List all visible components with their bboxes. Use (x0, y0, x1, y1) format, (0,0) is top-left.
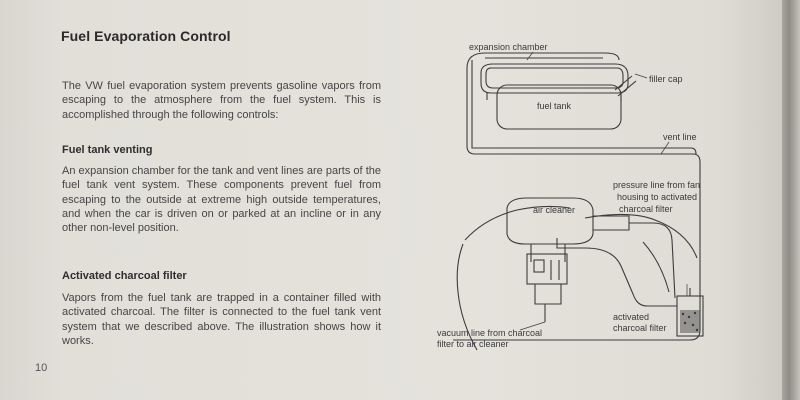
intro-paragraph: The VW fuel evaporation system prevents gasoline vapors from escaping to the atmosphere from the fuel system. This is accomplished through the following controls: (62, 80, 381, 121)
label-filler-cap: filler cap (649, 74, 683, 84)
section-heading-charcoal-filter: Activated charcoal filter (62, 270, 187, 282)
label-pressure-line-2: housing to activated (617, 192, 698, 202)
label-expansion-chamber: expansion chamber (469, 42, 548, 52)
charcoal-fill (680, 310, 700, 333)
section-body-charcoal-filter: Vapors from the fuel tank are trapped in a container filled with activated charcoal. The filter is connected to the fuel tank vent system that we described above. The illustration shows how it works. (62, 292, 381, 347)
section-body-fuel-tank-venting: An expansion chamber for the tank and vent lines are parts of the fuel tank vent system. These components prevent fuel from escaping to the outside at extreme high outside temperatures, and when the car is driven on or parked at an incline or in any other non-level position. (62, 165, 381, 235)
label-activated: activated (613, 312, 650, 322)
label-vacuum-line-1: vacuum line from charcoal (437, 328, 543, 338)
vacuum-line (557, 238, 677, 306)
book-page-edge (782, 0, 800, 400)
float-bowl (534, 260, 544, 272)
intake-manifold (535, 284, 561, 304)
fan-housing-arc-2 (643, 242, 669, 292)
label-vacuum-line-2: filter to air cleaner (437, 339, 509, 349)
leader-filler-cap (635, 74, 647, 78)
label-activated-charcoal-filter: charcoal filter (613, 323, 667, 333)
fan-housing-arc (585, 214, 697, 258)
label-pressure-line-3: charcoal filter (619, 204, 673, 214)
fuel-evaporation-diagram (425, 30, 775, 370)
page-title: Fuel Evaporation Control (61, 28, 231, 44)
label-pressure-line-1: pressure line from fan (613, 180, 701, 190)
pressure-line (629, 223, 675, 298)
carburetor (527, 254, 567, 284)
label-vent-line: vent line (663, 132, 697, 142)
label-fuel-tank: fuel tank (537, 101, 572, 111)
air-cleaner-snout (593, 216, 629, 230)
carburetor-tubes (551, 260, 559, 280)
section-heading-fuel-tank-venting: Fuel tank venting (62, 144, 153, 156)
label-air-cleaner: air cleaner (533, 205, 576, 215)
air-cleaner-neck (531, 244, 565, 262)
page-number: 10 (35, 362, 48, 374)
